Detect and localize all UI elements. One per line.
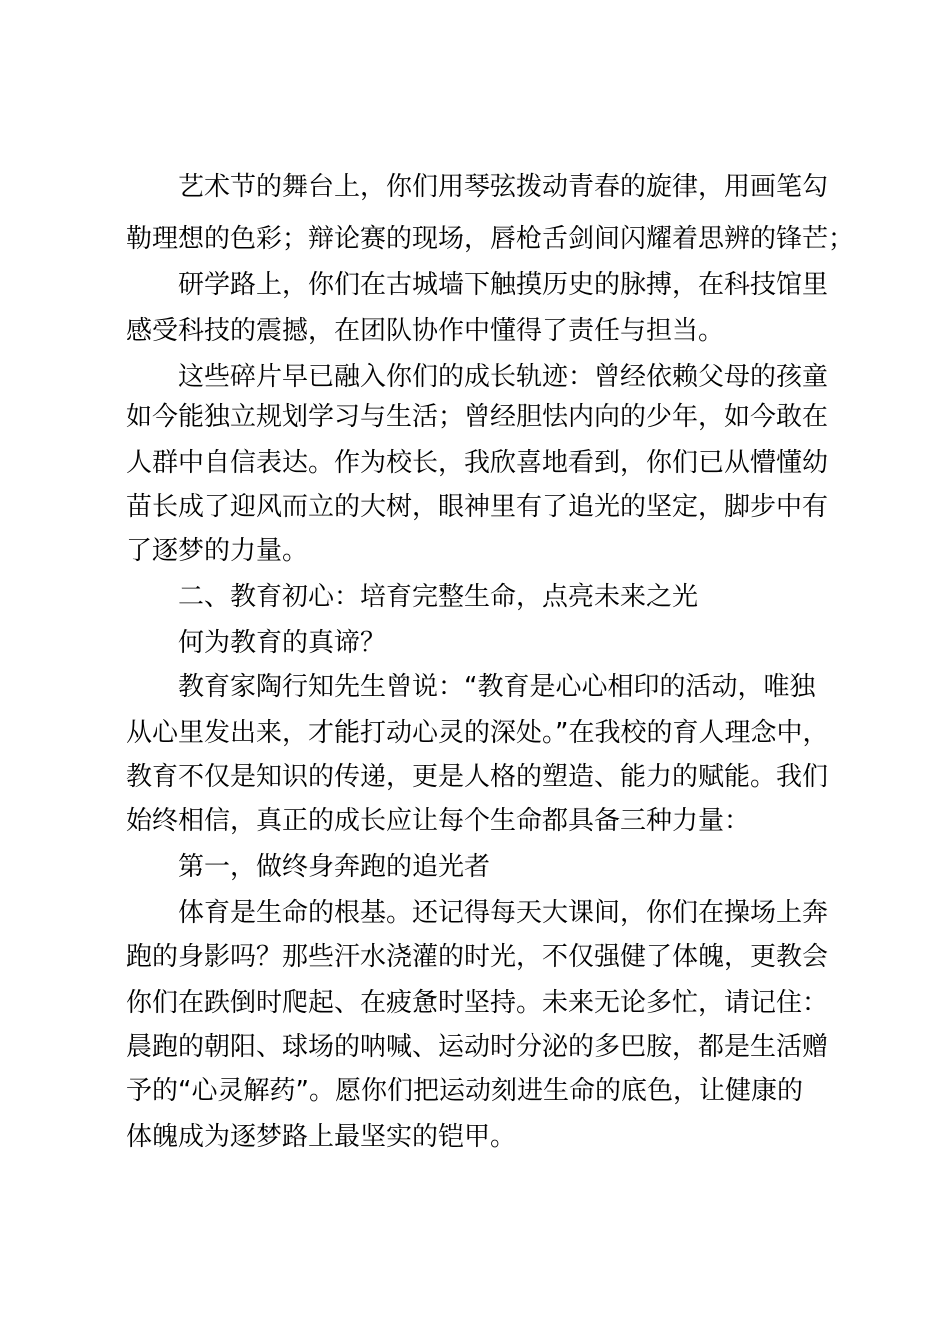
text-line: 这些碎片早已融入你们的成长轨迹：曾经依赖父母的孩童 <box>178 362 829 392</box>
text-line: 如今能独立规划学习与生活；曾经胆怯内向的少年，如今敢在 <box>126 402 829 432</box>
text-line: 跑的身影吗？那些汗水浇灌的时光，不仅强健了体魄，更教会 <box>126 942 829 972</box>
text-line: 你们在跌倒时爬起、在疲惫时坚持。未来无论多忙，请记住： <box>126 988 829 1018</box>
text-line: 予的“心灵解药”。愿你们把运动刻进生命的底色，让健康的 <box>126 1076 803 1106</box>
text-line: 何为教育的真谛？ <box>178 628 387 658</box>
text-line: 苗长成了迎风而立的大树，眼神里有了追光的坚定，脚步中有 <box>126 492 829 522</box>
text-line: 人群中自信表达。作为校长，我欣喜地看到，你们已从懵懂幼 <box>126 448 829 478</box>
text-line: 始终相信，真正的成长应让每个生命都具备三种力量： <box>126 806 751 836</box>
text-line: 艺术节的舞台上，你们用琴弦拨动青春的旋律，用画笔勾 <box>178 172 829 202</box>
text-line: 从心里发出来，才能打动心灵的深处。”在我校的育人理念中， <box>126 718 829 748</box>
text-line: 勒理想的色彩；辩论赛的现场，唇枪舌剑间闪耀着思辨的锋芒； <box>126 224 855 254</box>
text-line: 晨跑的朝阳、球场的呐喊、运动时分泌的多巴胺，都是生活赠 <box>126 1032 829 1062</box>
text-line: 感受科技的震撼，在团队协作中懂得了责任与担当。 <box>126 316 725 346</box>
subsection-heading: 第一，做终身奔跑的追光者 <box>178 852 491 882</box>
text-line: 体育是生命的根基。还记得每天大课间，你们在操场上奔 <box>178 898 829 928</box>
text-line: 体魄成为逐梦路上最坚实的铠甲。 <box>126 1122 517 1152</box>
text-line: 教育家陶行知先生曾说：“教育是心心相印的活动，唯独 <box>178 672 816 702</box>
text-line: 了逐梦的力量。 <box>126 536 309 566</box>
section-heading: 二、教育初心：培育完整生命，点亮未来之光 <box>178 582 699 612</box>
text-line: 研学路上，你们在古城墙下触摸历史的脉搏，在科技馆里 <box>178 270 829 300</box>
text-line: 教育不仅是知识的传递，更是人格的塑造、能力的赋能。我们 <box>126 762 829 792</box>
